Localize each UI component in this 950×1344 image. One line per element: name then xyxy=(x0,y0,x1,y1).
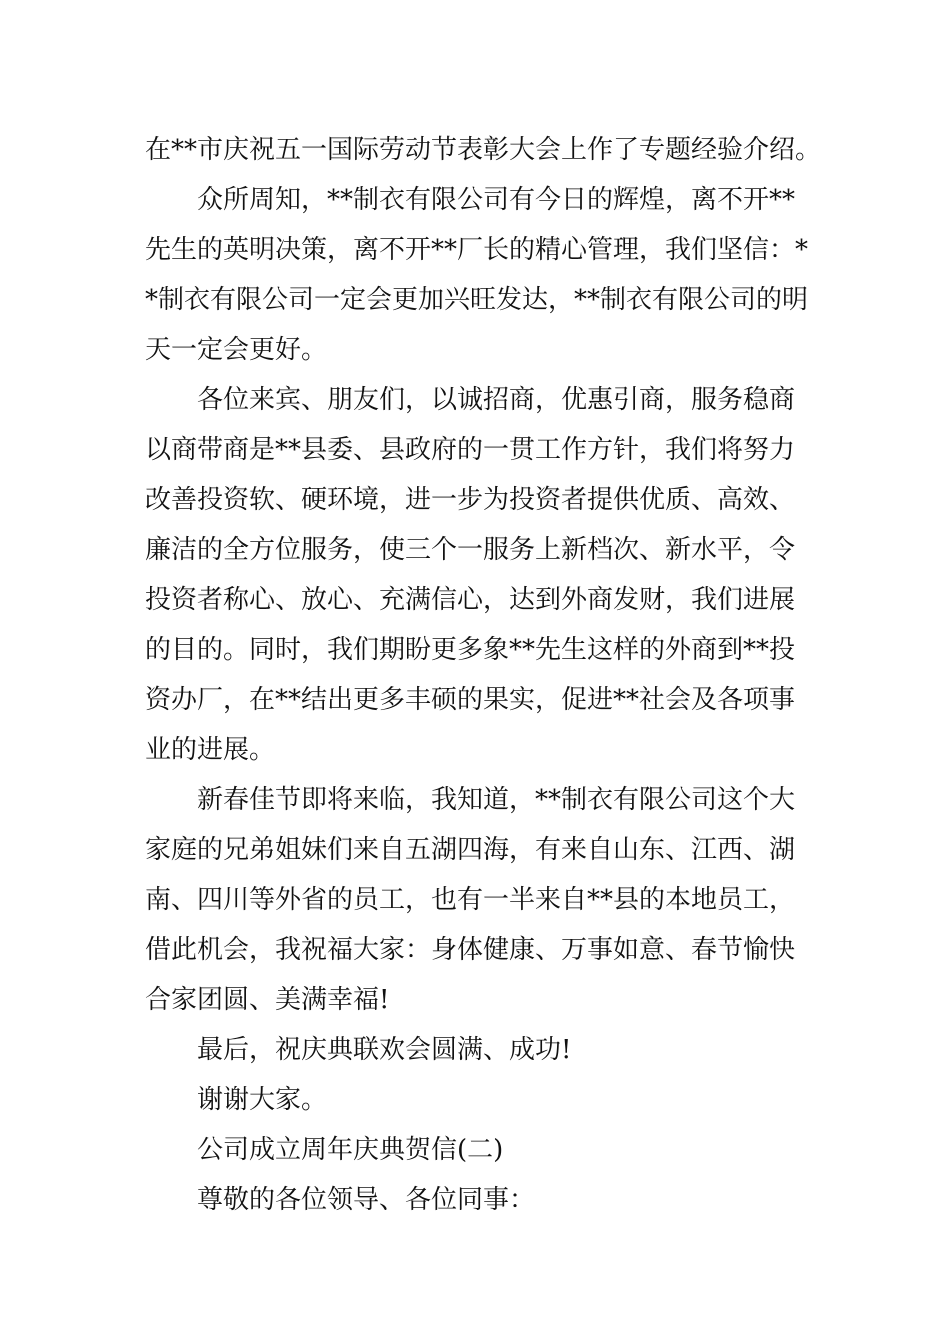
text-line: 业的进展。 xyxy=(145,735,276,765)
text-line: 借此机会，我祝福大家：身体健康、万事如意、春节愉快 xyxy=(145,935,796,965)
text-line: 合家团圆、美满幸福! xyxy=(145,985,390,1015)
text-line: 廉洁的全方位服务，使三个一服务上新档次、新水平，令 xyxy=(145,535,796,565)
salutation-line: 尊敬的各位领导、各位同事： xyxy=(197,1185,536,1215)
text-line: 在**市庆祝五一国际劳动节表彰大会上作了专题经验介绍。 xyxy=(145,135,822,165)
text-line: 最后，祝庆典联欢会圆满、成功! xyxy=(197,1035,572,1065)
text-line: 改善投资软、硬环境，进一步为投资者提供优质、高效、 xyxy=(145,485,796,515)
text-line: 先生的英明决策，离不开**厂长的精心管理，我们坚信：* xyxy=(145,235,809,265)
text-line: 的目的。同时，我们期盼更多象**先生这样的外商到**投 xyxy=(145,635,796,665)
text-line: 投资者称心、放心、充满信心，达到外商发财，我们进展 xyxy=(145,585,796,615)
text-line: 谢谢大家。 xyxy=(197,1085,328,1115)
text-line: 家庭的兄弟姐妹们来自五湖四海，有来自山东、江西、湖 xyxy=(145,835,796,865)
text-line: 新春佳节即将来临，我知道，**制衣有限公司这个大 xyxy=(197,785,796,815)
text-line: 资办厂，在**结出更多丰硕的果实，促进**社会及各项事 xyxy=(145,685,796,715)
text-line: 天一定会更好。 xyxy=(145,335,328,365)
section-heading: 公司成立周年庆典贺信(二) xyxy=(197,1135,504,1165)
text-line: *制衣有限公司一定会更加兴旺发达，**制衣有限公司的明 xyxy=(145,285,809,315)
text-line: 各位来宾、朋友们，以诚招商，优惠引商，服务稳商 xyxy=(197,385,796,415)
text-line: 南、四川等外省的员工，也有一半来自**县的本地员工， xyxy=(145,885,796,915)
document-body xyxy=(145,125,822,1225)
text-line: 众所周知，**制衣有限公司有今日的辉煌，离不开** xyxy=(197,185,796,215)
text-line: 以商带商是**县委、县政府的一贯工作方针，我们将努力 xyxy=(145,435,796,465)
